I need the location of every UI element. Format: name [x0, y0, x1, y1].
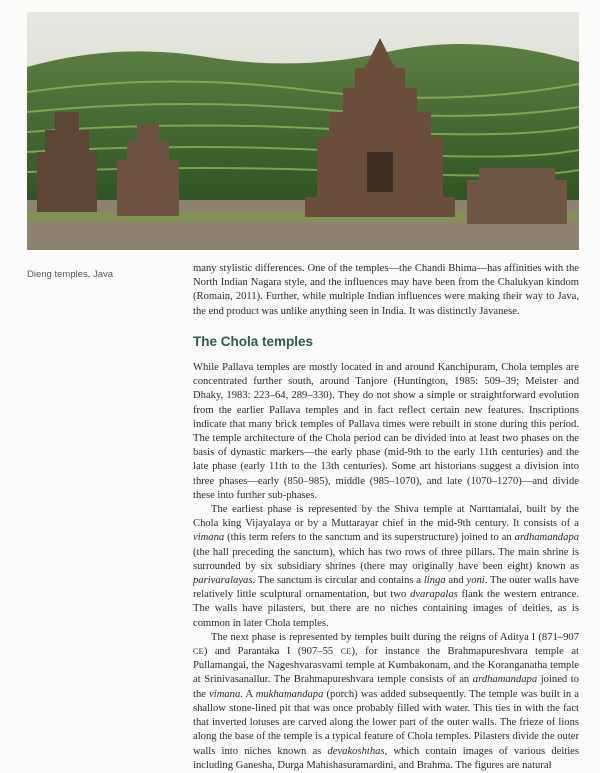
photo-caption: Dieng temples, Java: [27, 269, 114, 280]
temple-photo-illustration: [27, 12, 579, 250]
temple-photo: [27, 12, 579, 250]
paragraph-1: While Pallava temples are mostly located in and around Kanchipuram, Chola temples are concentrated further south, around Tanjore (Huntington, 1985: 509–39; Meister and Dhaky, 1983: 223–64, 289–330). They do not show a simple or straightforward evolution from the earlier Pallava temples and in fact reflect certain new features. Inscriptions indicate that many brick temples of Pallava times were rebuilt in stone during this period. The temple architecture of the Chola period can be divided into at least two phases on the basis of dynastic markers—the early phase (mid-9th to the early 11th centuries) and the late phase (early 11th to the 13th centuries). Some art historians suggest a division into three phases—early (850–985), middle (985–1070), and late (1070–1270)—and divide these into further sub-phases.: [193, 362, 579, 501]
paragraph-2: The earliest phase is represented by the Shiva temple at Narttamalai, built by the Chola king Vijayalaya or by a Muttarayar chief in the mid-9th century. It consists of a vimana (this term refers to the sanctum and its superstructure) joined to an ardhamandapa (the hall preceding the sanctum), which has two rows of three pillars. The main shrine is surrounded by six subsidiary shrines (there may originally have been eight) known as parivaralayas. The sanctum is circular and contains a linga and yoni. The outer walls have relatively little sculptural ornamentation, but two dvarapalas flank the western entrance. The walls have pilasters, but there are no niches containing images of deities, as is common in later Chola temples.: [193, 504, 580, 629]
intro-paragraph: many stylistic differences. One of the temples—the Chandi Bhima—has affinities with the North Indian Nagara style, and the influences may have been from the Chalukyan kindom (Romain, 2011). Further, while multiple Indian influences were making their way to Java, the end product was unlike anything seen in India. It was distinctly Javanese.: [193, 263, 579, 317]
paragraph-3: The next phase is represented by temples built during the reigns of Aditya I (871–907 CE) and Parantaka I (907–55 CE), for instance the Brahmapureshvara temple at Pullamangai, the Nageshvarasvami temple at Kumbakonam, and the Koranganatha temple at Srinivasanallur. The Brahmapureshvara temple consists of an ardhamandapa joined to the vimana. A mukhamandapa (porch) was added subsequently. The temple was built in a shallow stone-lined pit that was once probably filled with water. This ties in with the fact that inverted lotuses are carved along the lower part of the outer walls. The frieze of lions along the base of the temple is a typical feature of Chola temples. Pilasters divide the outer walls into niches known as devakoshthas, which contain images of various deities including Ganesha, Durga Mahishasuramardini, and Brahma. The figures are natural: [193, 631, 579, 771]
section-heading: The Chola temples: [193, 333, 314, 349]
body-text: [193, 262, 579, 773]
